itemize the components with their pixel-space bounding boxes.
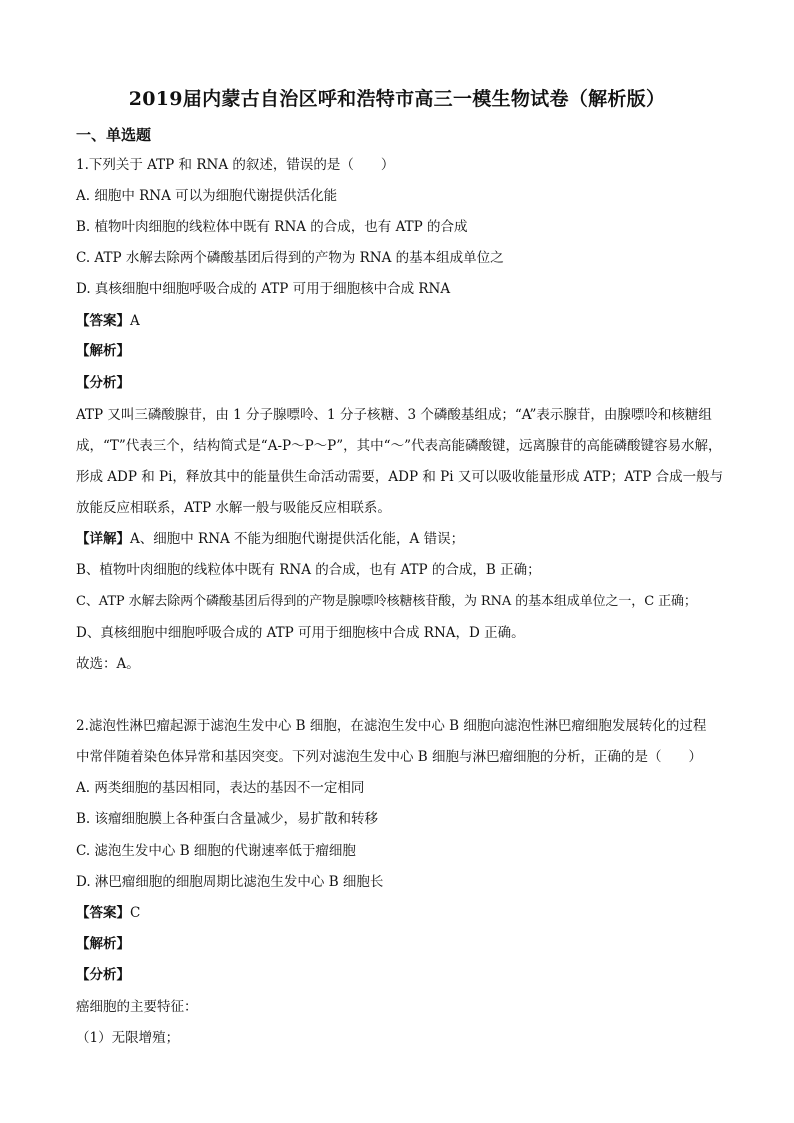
q2-option-b: B. 该瘤细胞膜上各种蛋白含量减少，易扩散和转移 <box>76 811 379 827</box>
q1-fenxi-label: 【分析】 <box>76 375 130 391</box>
q1-analysis-line: 成，“T”代表三个，结构简式是“A-P～P～P”，其中“～”代表高能磷酸键，远离腺苷的高能磷酸键容易水解， <box>76 438 722 454</box>
answer-label: 【答案】 <box>76 905 130 921</box>
q1-stem: 1.下列关于 ATP 和 RNA 的叙述，错误的是（ ） <box>76 157 395 173</box>
answer-value: A <box>130 313 140 329</box>
q2-answer <box>76 904 140 922</box>
q1-choose: 故选：A。 <box>76 656 140 672</box>
section-heading: 一、单选题 <box>76 126 152 144</box>
q1-analysis-line: ATP 又叫三磷酸腺苷，由 1 分子腺嘌呤、1 分子核糖、3 个磷酸基组成；“A”表示腺苷，由腺嘌呤和核糖组 <box>76 407 712 423</box>
q1-analysis-line: 放能反应相联系，ATP 水解一般与吸能反应相联系。 <box>76 500 391 516</box>
q2-analysis-line: 癌细胞的主要特征： <box>76 999 198 1015</box>
answer-label: 【答案】 <box>76 313 130 329</box>
q1-option-b: B. 植物叶肉细胞的线粒体中既有 RNA 的合成，也有 ATP 的合成 <box>76 219 468 235</box>
page-title: 2019届内蒙古自治区呼和浩特市高三一模生物试卷（解析版） <box>128 88 666 110</box>
q1-option-d: D. 真核细胞中细胞呼吸合成的 ATP 可用于细胞核中合成 RNA <box>76 281 451 297</box>
q2-stem-line: 中常伴随着染色体异常和基因突变。下列对滤泡生发中心 B 细胞与淋巴瘤细胞的分析，正确的是（ ） <box>76 749 703 765</box>
q1-detail-b: B、植物叶肉细胞的线粒体中既有 RNA 的合成，也有 ATP 的合成，B 正确； <box>76 562 541 578</box>
q2-analysis-line: （1）无限增殖； <box>76 1030 180 1046</box>
q1-detail-d: D、真核细胞中细胞呼吸合成的 ATP 可用于细胞核中合成 RNA，D 正确。 <box>76 625 525 641</box>
q2-option-a: A. 两类细胞的基因相同，表达的基因不一定相同 <box>76 780 365 796</box>
q1-jiexi-label: 【解析】 <box>76 343 130 359</box>
q2-stem-line: 2.滤泡性淋巴瘤起源于滤泡生发中心 B 细胞，在滤泡生发中心 B 细胞向滤泡性淋巴瘤细胞发展转化的过程 <box>76 718 707 734</box>
q2-jiexi-label: 【解析】 <box>76 936 130 952</box>
q1-detail-a <box>76 530 464 548</box>
q1-option-a: A. 细胞中 RNA 可以为细胞代谢提供活化能 <box>76 188 338 204</box>
answer-value: C <box>130 905 141 921</box>
q1-analysis-line: 形成 ADP 和 Pi，释放其中的能量供生命活动需要，ADP 和 Pi 又可以吸收能量形成 ATP；ATP 合成一般与 <box>76 469 724 485</box>
q1-answer <box>76 312 140 330</box>
q1-detail-c: C、ATP 水解去除两个磷酸基团后得到的产物是腺嘌呤核糖核苷酸，为 RNA 的基本组成单位之一，C 正确； <box>76 594 697 609</box>
q1-option-c: C. ATP 水解去除两个磷酸基团后得到的产物为 RNA 的基本组成单位之 <box>76 250 504 266</box>
detail-label: 【详解】 <box>76 531 130 547</box>
q2-option-c: C. 滤泡生发中心 B 细胞的代谢速率低于瘤细胞 <box>76 843 356 859</box>
q2-fenxi-label: 【分析】 <box>76 967 130 983</box>
q2-option-d: D. 淋巴瘤细胞的细胞周期比滤泡生发中心 B 细胞长 <box>76 874 384 890</box>
detail-text: A、细胞中 RNA 不能为细胞代谢提供活化能，A 错误； <box>130 531 465 547</box>
